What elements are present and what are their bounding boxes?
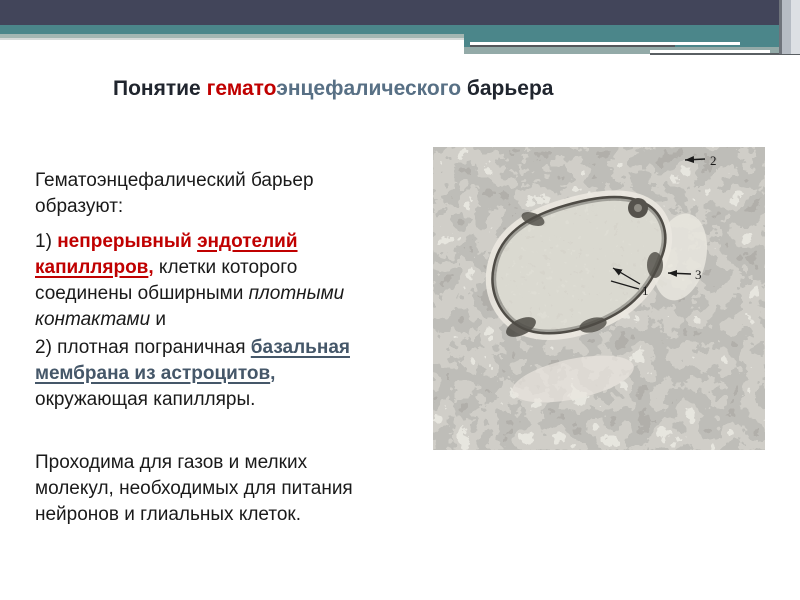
svg-text:1: 1 — [642, 283, 649, 298]
text-run: гемато — [206, 77, 277, 100]
em-micrograph-image — [433, 147, 765, 450]
paragraph-permeability — [35, 450, 435, 528]
text-run: Понятие — [113, 77, 207, 100]
text-run: энцефалического — [276, 77, 462, 100]
text-line — [35, 168, 435, 194]
header-dark-line-2 — [650, 53, 800, 55]
text-run: плотными — [248, 283, 345, 304]
text-line — [35, 307, 435, 333]
text-run: контактами — [35, 309, 151, 330]
paragraph-definition — [35, 168, 435, 220]
paragraph-item-2 — [35, 335, 435, 413]
text-line — [35, 502, 435, 528]
text-run: базальная — [250, 337, 350, 358]
text-run: , — [270, 363, 276, 384]
text-run: образуют: — [35, 196, 124, 217]
header-teal-bar — [0, 25, 779, 34]
slide-body-text — [35, 168, 435, 528]
text-run: окружающая капилляры. — [35, 389, 256, 410]
text-line — [35, 194, 435, 220]
paragraph-item-1 — [35, 229, 435, 333]
text-line — [35, 255, 435, 281]
text-run: мембрана из астроцитов — [35, 363, 271, 384]
text-line — [35, 281, 435, 307]
slide-title — [113, 76, 553, 102]
text-run: эндотелий — [197, 231, 298, 252]
header-dark-bar — [0, 0, 779, 25]
text-run: Гематоэнцефалический барьер — [35, 170, 314, 191]
text-run: Проходима для газов и мелких — [35, 452, 308, 473]
text-run: непрерывный — [57, 231, 198, 252]
text-run: нейронов и глиальных клеток. — [35, 504, 302, 525]
text-run: клетки которого — [153, 257, 298, 278]
header-vertical-accent-3 — [791, 0, 800, 54]
text-run: капилляров — [35, 257, 149, 278]
text-line — [35, 450, 435, 476]
text-line — [35, 229, 435, 255]
text-run: , — [148, 257, 154, 278]
text-run: 1) — [35, 231, 58, 252]
text-line — [35, 476, 435, 502]
text-run: молекул, необходимых для питания — [35, 478, 353, 499]
text-run: барьера — [461, 77, 554, 100]
text-line — [35, 335, 435, 361]
svg-text:3: 3 — [695, 267, 702, 282]
header-gray-hairline — [0, 38, 464, 40]
text-line — [35, 387, 435, 413]
text-run: соединены обширными — [35, 283, 249, 304]
header-vertical-accent-2 — [782, 0, 791, 54]
svg-text:2: 2 — [710, 153, 717, 168]
text-run: 2) плотная пограничная — [35, 337, 251, 358]
text-run: и — [150, 309, 167, 330]
text-line — [35, 361, 435, 387]
